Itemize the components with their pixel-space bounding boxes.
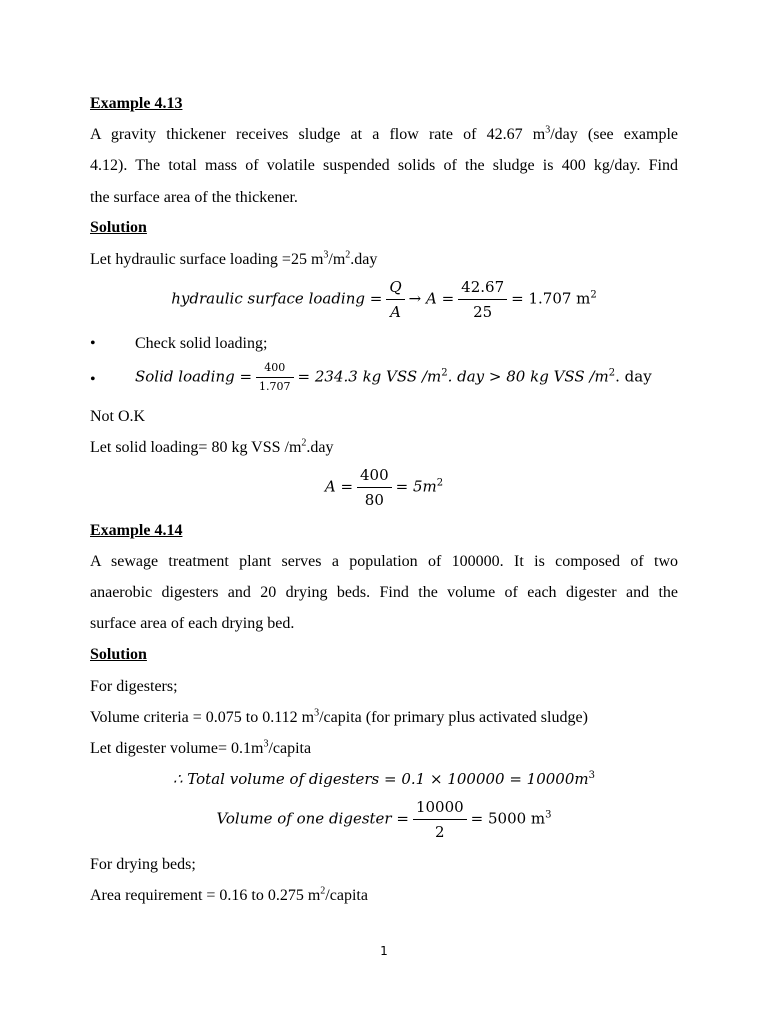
bullet-dot-2: • bbox=[90, 371, 96, 388]
example-4-13-line-3: the surface area of the thickener. bbox=[90, 189, 298, 206]
bullet-dot-1: • bbox=[90, 335, 96, 352]
solution-heading-1: Solution bbox=[90, 219, 147, 236]
for-drying-beds: For drying beds; bbox=[90, 856, 196, 873]
example-4-14-line-1: A sewage treatment plant serves a population of 100000. It is composed of two bbox=[90, 553, 678, 570]
check-solid-loading: Check solid loading; bbox=[135, 335, 268, 352]
for-digesters: For digesters; bbox=[90, 678, 178, 695]
solid-loading-assumption: Let solid loading= 80 kg VSS $/m^2.day$ bbox=[90, 437, 334, 456]
area-requirement: Area requirement = 0.16 to 0.275 $m^2$/capita bbox=[90, 885, 368, 904]
hydraulic-loading-assumption: Let hydraulic surface loading =25 $m^3/m^2.day$ bbox=[90, 249, 378, 268]
volume-criteria: Volume criteria = 0.075 to 0.112 $m^3$/capita (for primary plus activated sludge) bbox=[90, 707, 588, 726]
equation-solid-loading: Solid loading = $\frac{400}{1.707}$ = 234.3 kg VSS $/m^2$. day > 80 kg VSS $/m^2$. day bbox=[135, 361, 652, 393]
equation-total-digester-volume: ∴ Total volume of digesters = $0.1 \times 100000 = 10000m^3$ bbox=[173, 770, 595, 788]
equation-area-result: A = $\frac{400}{80}$ = $5m^2$ bbox=[324, 466, 444, 509]
equation-one-digester-volume: Volume of one digester = $\frac{10000}{2}$ = 5000 $m^3$ bbox=[216, 798, 552, 841]
example-4-14-line-3: surface area of each drying bed. bbox=[90, 615, 295, 632]
equation-hydraulic-area: hydraulic surface loading = $\frac{Q}{A}$ → A = $\frac{42.67}{25}$ = 1.707 $m^2$ bbox=[171, 278, 597, 321]
example-4-14-heading: Example 4.14 bbox=[90, 522, 183, 539]
page-number: 1 bbox=[380, 944, 388, 958]
digester-volume-assumption: Let digester volume= $0.1m^3$/capita bbox=[90, 738, 312, 757]
example-4-13-heading: Example 4.13 bbox=[90, 95, 183, 112]
solution-heading-2: Solution bbox=[90, 646, 147, 663]
example-4-13-line-2: 4.12). The total mass of volatile suspended solids of the sludge is 400 kg/day. Find bbox=[90, 157, 678, 174]
not-ok-text: Not O.K bbox=[90, 408, 146, 425]
example-4-13-line-1: A gravity thickener receives sludge at a flow rate of 42.67 $m^3$/day (see example bbox=[90, 124, 679, 143]
example-4-14-line-2: anaerobic digesters and 20 drying beds. Find the volume of each digester and the bbox=[90, 584, 678, 601]
